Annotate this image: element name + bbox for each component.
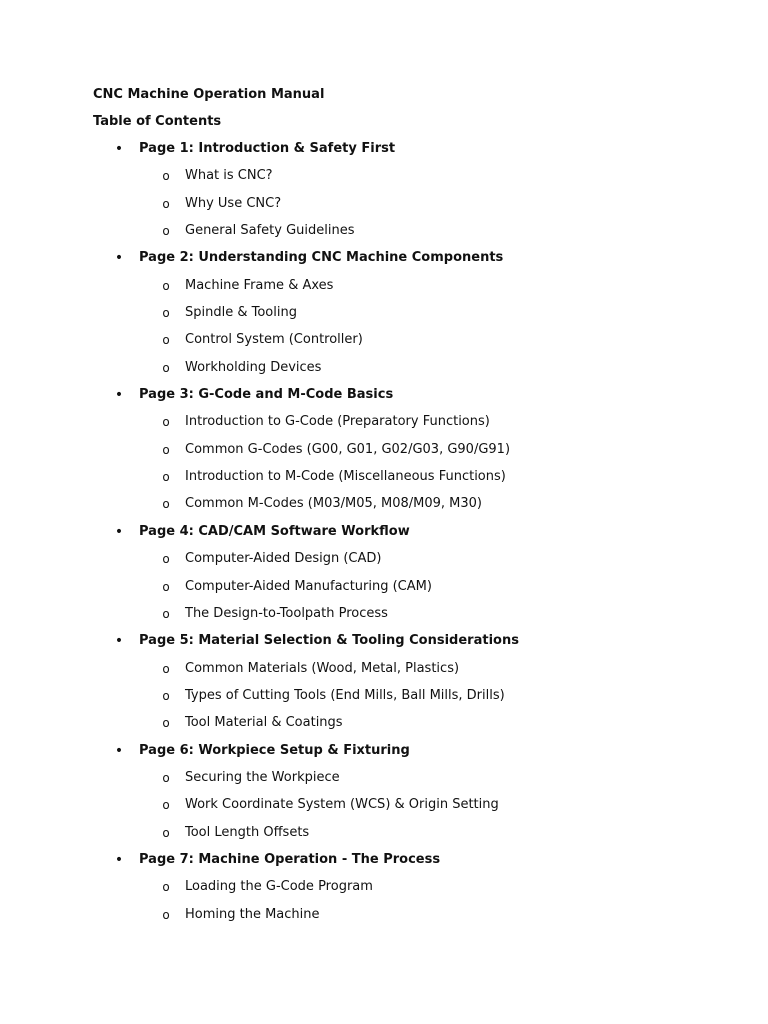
toc-subitem-label: General Safety Guidelines (185, 223, 355, 239)
toc-subitem-label: Loading the G-Code Program (185, 879, 373, 895)
toc-subitem (0, 797, 768, 824)
circle-bullet-icon: o (162, 880, 170, 895)
toc-section-title: Page 2: Understanding CNC Machine Components (139, 250, 504, 266)
toc-section (0, 633, 768, 660)
toc-subitem (0, 442, 768, 469)
toc-section (0, 852, 768, 879)
circle-bullet-icon: o (162, 716, 170, 731)
toc-subitem (0, 715, 768, 742)
toc-section (0, 743, 768, 770)
toc-subitem (0, 606, 768, 633)
circle-bullet-icon: o (162, 907, 170, 922)
toc-subitem (0, 770, 768, 797)
toc-section (0, 524, 768, 551)
toc-subitem (0, 278, 768, 305)
toc-section (0, 250, 768, 277)
toc-subitem-label: Computer-Aided Manufacturing (CAM) (185, 578, 432, 594)
toc-subitem-label: Workholding Devices (185, 359, 322, 375)
circle-bullet-icon: o (162, 470, 170, 485)
toc-subitem (0, 579, 768, 606)
toc-section-title: Page 4: CAD/CAM Software Workflow (139, 523, 410, 539)
circle-bullet-icon: o (162, 688, 170, 703)
bullet-icon: • (114, 250, 124, 267)
toc-subitem-label: The Design-to-Toolpath Process (185, 605, 388, 621)
toc-subitem (0, 907, 768, 934)
toc-subitem-label: What is CNC? (185, 168, 273, 184)
circle-bullet-icon: o (162, 661, 170, 676)
toc-section-title: Page 5: Material Selection & Tooling Considerations (139, 633, 519, 649)
toc-subitem (0, 223, 768, 250)
circle-bullet-icon: o (162, 606, 170, 621)
bullet-icon: • (114, 742, 124, 759)
toc-subitem-label: Tool Material & Coatings (185, 715, 343, 731)
toc-section (0, 387, 768, 414)
toc-subitem-label: Securing the Workpiece (185, 769, 340, 785)
toc-subitem (0, 879, 768, 906)
toc-subitem-label: Machine Frame & Axes (185, 277, 334, 293)
toc-subitem (0, 469, 768, 496)
circle-bullet-icon: o (162, 798, 170, 813)
toc-subitem-label: Spindle & Tooling (185, 305, 297, 321)
toc-subitem (0, 661, 768, 688)
circle-bullet-icon: o (162, 415, 170, 430)
circle-bullet-icon: o (162, 360, 170, 375)
table-of-contents (0, 141, 768, 934)
circle-bullet-icon: o (162, 770, 170, 785)
toc-subitem (0, 332, 768, 359)
toc-subitem-label: Types of Cutting Tools (End Mills, Ball Mills, Drills) (185, 687, 505, 703)
toc-subitem-label: Common M-Codes (M03/M05, M08/M09, M30) (185, 496, 483, 512)
bullet-icon: • (114, 851, 124, 868)
toc-subitem (0, 496, 768, 523)
bullet-icon: • (114, 387, 124, 404)
circle-bullet-icon: o (162, 196, 170, 211)
toc-subitem-label: Why Use CNC? (185, 195, 282, 211)
toc-section (0, 141, 768, 168)
toc-subitem (0, 825, 768, 852)
toc-subitem-label: Tool Length Offsets (185, 824, 310, 840)
toc-subitem-label: Introduction to M-Code (Miscellaneous Functions) (185, 469, 506, 485)
toc-subitem-label: Homing the Machine (185, 906, 320, 922)
toc-subitem-label: Control System (Controller) (185, 332, 363, 348)
circle-bullet-icon: o (162, 278, 170, 293)
circle-bullet-icon: o (162, 497, 170, 512)
circle-bullet-icon: o (162, 306, 170, 321)
circle-bullet-icon: o (162, 169, 170, 184)
circle-bullet-icon: o (162, 825, 170, 840)
toc-subitem-label: Work Coordinate System (WCS) & Origin Setting (185, 797, 499, 813)
toc-subitem (0, 688, 768, 715)
bullet-icon: • (114, 141, 124, 157)
toc-section-title: Page 7: Machine Operation - The Process (139, 851, 441, 867)
toc-subitem (0, 196, 768, 223)
toc-section-title: Page 1: Introduction & Safety First (139, 141, 396, 156)
toc-subitem-label: Introduction to G-Code (Preparatory Functions) (185, 414, 490, 430)
toc-subitem (0, 305, 768, 332)
toc-subitem (0, 168, 768, 195)
circle-bullet-icon: o (162, 552, 170, 567)
bullet-icon: • (114, 633, 124, 650)
toc-subitem-label: Common G-Codes (G00, G01, G02/G03, G90/G91) (185, 441, 511, 457)
toc-section-title: Page 3: G-Code and M-Code Basics (139, 387, 394, 403)
toc-heading: Table of Contents (93, 114, 222, 129)
toc-subitem-label: Common Materials (Wood, Metal, Plastics) (185, 660, 460, 676)
toc-section-title: Page 6: Workpiece Setup & Fixturing (139, 742, 410, 758)
bullet-icon: • (114, 523, 124, 540)
circle-bullet-icon: o (162, 579, 170, 594)
toc-subitem-label: Computer-Aided Design (CAD) (185, 551, 382, 567)
circle-bullet-icon: o (162, 442, 170, 457)
toc-subitem (0, 414, 768, 441)
toc-subitem (0, 360, 768, 387)
circle-bullet-icon: o (162, 333, 170, 348)
document-title: CNC Machine Operation Manual (93, 87, 325, 102)
circle-bullet-icon: o (162, 224, 170, 239)
toc-subitem (0, 551, 768, 578)
